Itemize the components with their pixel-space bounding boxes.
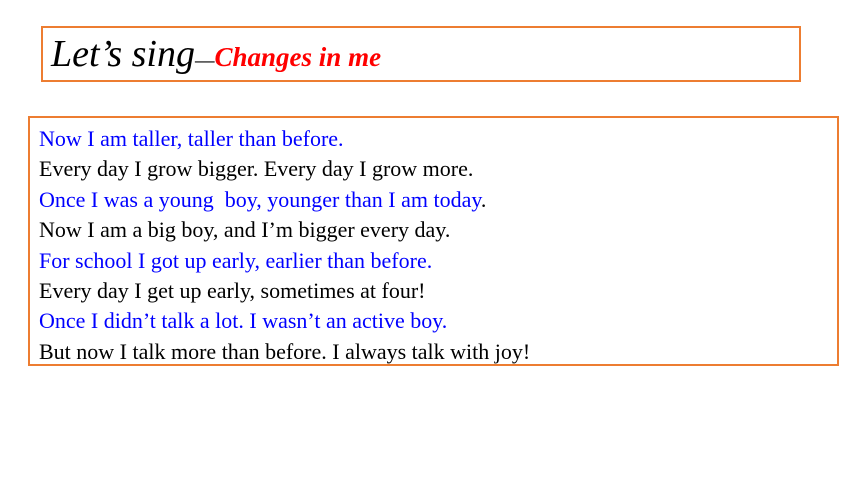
lyric-text: Once I didn’t talk a lot. I wasn’t an active boy. (39, 308, 448, 334)
lyric-line-7 (39, 306, 837, 336)
lyric-text: Now I am a big boy, and I’m bigger every day. (39, 217, 451, 243)
title-dash: — (194, 47, 215, 72)
title-box (41, 26, 801, 82)
lyric-line-8 (39, 337, 837, 367)
lyric-line-2 (39, 154, 837, 184)
title-main: Let’s sing (51, 33, 195, 75)
lyric-line-6 (39, 276, 837, 306)
lyric-line-3 (39, 185, 837, 215)
lyric-line-4 (39, 215, 837, 245)
lyric-line-5 (39, 246, 837, 276)
lyric-text: Every day I get up early, sometimes at four! (39, 278, 426, 304)
lyric-text: But now I talk more than before. I always talk with joy! (39, 338, 531, 364)
lyric-line-1 (39, 124, 837, 154)
lyric-trailing-period: . (480, 186, 487, 212)
lyric-text: Now I am taller, taller than before. (39, 126, 344, 151)
lyrics-box (28, 116, 839, 366)
lyric-text: Every day I grow bigger. Every day I grow more. (39, 156, 474, 182)
lyric-text: For school I got up early, earlier than before. (39, 247, 433, 273)
lyric-text: Once I was a young boy, younger than I am today (39, 186, 481, 212)
title-subtitle: Changes in me (214, 41, 382, 72)
